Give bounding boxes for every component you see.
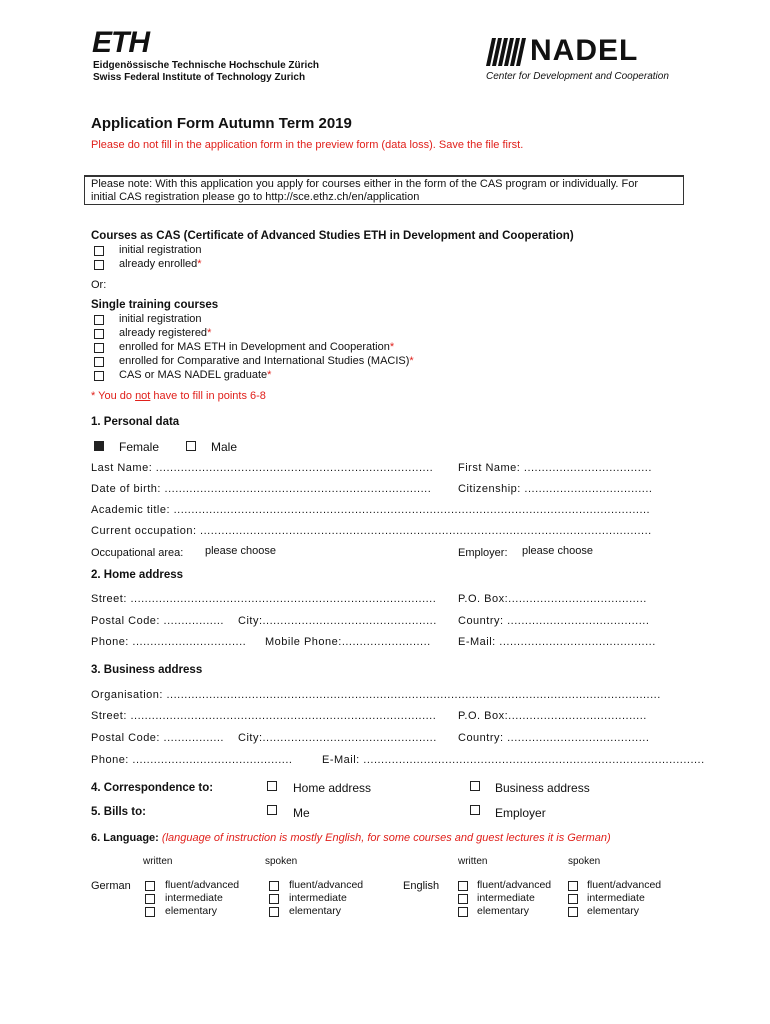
preview-warning: Please do not fill in the application form in the preview form (data loss). Save the file first. xyxy=(91,139,524,151)
single-graduate-checkbox[interactable] xyxy=(94,371,104,381)
eth-logo: ETH xyxy=(92,26,149,59)
business-pobox-field[interactable]: P.O. Box:....................................... xyxy=(458,710,647,722)
english-written-intermediate-label: intermediate xyxy=(477,892,535,904)
single-registered-label: already registered* xyxy=(119,327,212,339)
personal-heading: 1. Personal data xyxy=(91,416,180,428)
single-initial-checkbox[interactable] xyxy=(94,315,104,325)
business-email-field[interactable]: E-Mail: ................................................................................................ xyxy=(322,754,705,766)
german-spoken-header: spoken xyxy=(265,856,298,867)
male-checkbox[interactable] xyxy=(186,441,196,451)
occupational-area-label: Occupational area: xyxy=(91,547,184,559)
business-heading: 3. Business address xyxy=(91,664,203,676)
organisation-field[interactable]: Organisation: ........................................................................................................................................... xyxy=(91,689,661,701)
employer-label: Employer: xyxy=(458,547,508,559)
home-mobile-field[interactable]: Mobile Phone:......................... xyxy=(265,636,431,648)
home-country-field[interactable]: Country: ........................................ xyxy=(458,615,650,627)
correspondence-business-checkbox[interactable] xyxy=(470,781,480,791)
german-label: German xyxy=(91,880,131,892)
single-registered-checkbox[interactable] xyxy=(94,329,104,339)
german-written-intermediate-label: intermediate xyxy=(165,892,223,904)
last-name-field[interactable]: Last Name: .............................................................................. xyxy=(91,462,434,474)
home-phone-field[interactable]: Phone: ................................ xyxy=(91,636,247,648)
academic-title-field[interactable]: Academic title: ...................................................................................................................................... xyxy=(91,504,651,516)
page-title: Application Form Autumn Term 2019 xyxy=(91,115,352,132)
eth-name-de: Eidgenössische Technische Hochschule Zürich xyxy=(93,60,319,71)
female-checkbox[interactable] xyxy=(94,441,104,451)
single-initial-label: initial registration xyxy=(119,313,202,325)
business-phone-field[interactable]: Phone: ............................................. xyxy=(91,754,293,766)
business-postal-field[interactable]: Postal Code: ................. xyxy=(91,732,224,744)
female-label: Female xyxy=(119,440,160,454)
english-spoken-intermediate-checkbox[interactable] xyxy=(568,894,578,904)
english-spoken-fluent-checkbox[interactable] xyxy=(568,881,578,891)
english-spoken-header: spoken xyxy=(568,856,601,867)
single-graduate-label: CAS or MAS NADEL graduate* xyxy=(119,369,272,381)
english-written-header: written xyxy=(458,856,488,867)
home-postal-field[interactable]: Postal Code: ................. xyxy=(91,615,224,627)
german-spoken-intermediate-label: intermediate xyxy=(289,892,347,904)
dob-field[interactable]: Date of birth: ........................................................................... xyxy=(91,483,432,495)
english-written-intermediate-checkbox[interactable] xyxy=(458,894,468,904)
single-mas-label: enrolled for MAS ETH in Development and Cooperation* xyxy=(119,341,395,353)
correspondence-home-checkbox[interactable] xyxy=(267,781,277,791)
cas-initial-label: initial registration xyxy=(119,244,202,256)
bills-employer-checkbox[interactable] xyxy=(470,805,480,815)
single-macis-label: enrolled for Comparative and International Studies (MACIS)* xyxy=(119,355,414,367)
home-heading: 2. Home address xyxy=(91,569,184,581)
english-label: English xyxy=(403,880,440,892)
business-country-field[interactable]: Country: ........................................ xyxy=(458,732,650,744)
home-city-field[interactable]: City:................................................. xyxy=(238,615,437,627)
english-written-fluent-label: fluent/advanced xyxy=(477,879,552,891)
cas-enrolled-checkbox[interactable] xyxy=(94,260,104,270)
cas-initial-checkbox[interactable] xyxy=(94,246,104,256)
male-label: Male xyxy=(211,440,238,454)
home-street-field[interactable]: Street: ...................................................................................... xyxy=(91,593,437,605)
english-spoken-fluent-label: fluent/advanced xyxy=(587,879,662,891)
business-street-field[interactable]: Street: ...................................................................................... xyxy=(91,710,437,722)
bills-me-checkbox[interactable] xyxy=(267,805,277,815)
home-email-field[interactable]: E-Mail: ............................................ xyxy=(458,636,656,648)
nadel-logo: NADEL xyxy=(530,34,639,67)
single-heading: Single training courses xyxy=(91,299,219,311)
german-spoken-fluent-checkbox[interactable] xyxy=(269,881,279,891)
bills-employer-label: Employer xyxy=(495,806,546,820)
note-line-1: Please note: With this application you apply for courses either in the form of the CAS program or individually. For xyxy=(91,178,639,190)
nadel-logo-mark-icon xyxy=(486,38,526,66)
home-pobox-field[interactable]: P.O. Box:....................................... xyxy=(458,593,647,605)
german-written-elementary-label: elementary xyxy=(165,905,217,917)
eth-name-en: Swiss Federal Institute of Technology Zurich xyxy=(93,72,306,83)
german-spoken-elementary-label: elementary xyxy=(289,905,341,917)
cas-heading: Courses as CAS (Certificate of Advanced Studies ETH in Development and Cooperation) xyxy=(91,230,574,242)
cas-enrolled-label: already enrolled* xyxy=(119,258,202,270)
first-name-field[interactable]: First Name: .................................... xyxy=(458,462,652,474)
bills-me-label: Me xyxy=(293,806,310,820)
correspondence-business-label: Business address xyxy=(495,781,590,795)
occupation-field[interactable]: Current occupation: ............................................................................................................................... xyxy=(91,525,652,537)
footnote: * You do not have to fill in points 6-8 xyxy=(91,390,266,402)
employer-select[interactable]: please choose xyxy=(522,545,593,557)
bills-heading: 5. Bills to: xyxy=(91,806,146,818)
or-label: Or: xyxy=(91,279,107,291)
english-spoken-elementary-checkbox[interactable] xyxy=(568,907,578,917)
german-spoken-intermediate-checkbox[interactable] xyxy=(269,894,279,904)
note-line-2: initial CAS registration please go to http://sce.ethz.ch/en/application xyxy=(91,191,420,203)
german-spoken-fluent-label: fluent/advanced xyxy=(289,879,364,891)
german-written-elementary-checkbox[interactable] xyxy=(145,907,155,917)
german-written-fluent-checkbox[interactable] xyxy=(145,881,155,891)
english-spoken-elementary-label: elementary xyxy=(587,905,639,917)
german-written-header: written xyxy=(143,856,173,867)
german-written-fluent-label: fluent/advanced xyxy=(165,879,240,891)
business-city-field[interactable]: City:................................................. xyxy=(238,732,437,744)
language-heading-row: 6. Language: (language of instruction is mostly English, for some courses and guest lectures it is German) xyxy=(91,832,611,844)
german-spoken-elementary-checkbox[interactable] xyxy=(269,907,279,917)
correspondence-home-label: Home address xyxy=(293,781,372,795)
single-macis-checkbox[interactable] xyxy=(94,357,104,367)
citizenship-field[interactable]: Citizenship: .................................... xyxy=(458,483,653,495)
correspondence-heading: 4. Correspondence to: xyxy=(91,782,214,794)
english-written-elementary-label: elementary xyxy=(477,905,529,917)
english-written-fluent-checkbox[interactable] xyxy=(458,881,468,891)
english-spoken-intermediate-label: intermediate xyxy=(587,892,645,904)
german-written-intermediate-checkbox[interactable] xyxy=(145,894,155,904)
nadel-subtitle: Center for Development and Cooperation xyxy=(486,71,669,82)
english-written-elementary-checkbox[interactable] xyxy=(458,907,468,917)
single-mas-checkbox[interactable] xyxy=(94,343,104,353)
occupational-area-select[interactable]: please choose xyxy=(205,545,276,557)
